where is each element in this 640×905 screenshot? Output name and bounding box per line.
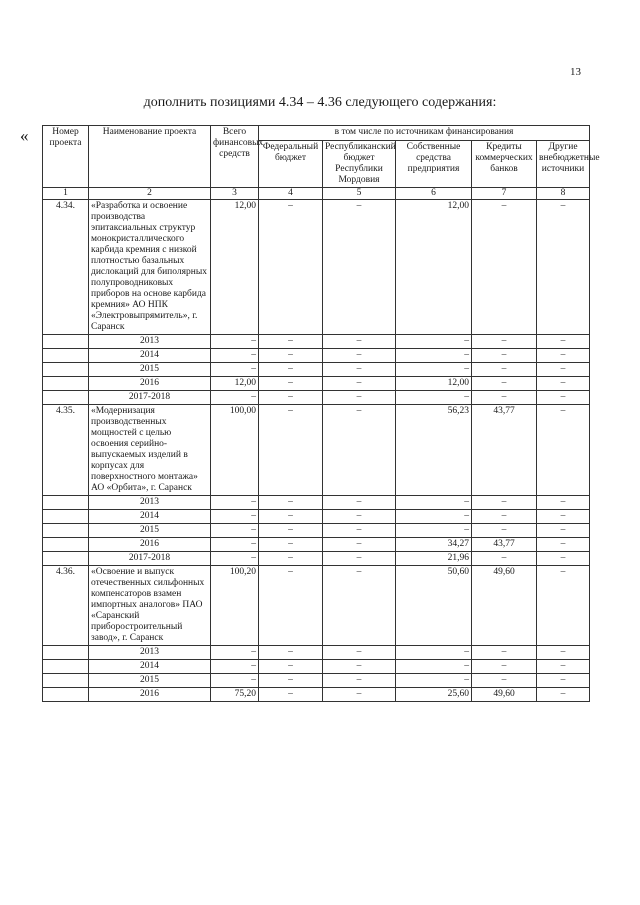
year-value: – [472,510,537,524]
column-number: 4 [259,188,323,200]
year-value: – [323,660,396,674]
year-value: – [396,349,472,363]
year-value: – [211,524,259,538]
blank-number-cell [43,552,89,566]
year-label: 2013 [89,496,211,510]
project-value: – [537,200,590,335]
table-row [43,646,590,660]
table-row [43,200,590,335]
year-value: – [211,363,259,377]
table-row [43,405,590,496]
year-value: – [537,510,590,524]
project-value: 100,20 [211,566,259,646]
table-row [43,660,590,674]
column-number: 8 [537,188,590,200]
year-value: 75,20 [211,688,259,702]
table-row [43,335,590,349]
blank-number-cell [43,363,89,377]
table-row [43,391,590,405]
year-value: – [396,363,472,377]
year-value: – [472,552,537,566]
year-value: – [537,688,590,702]
blank-number-cell [43,538,89,552]
financing-table [42,125,600,702]
year-label: 2015 [89,674,211,688]
year-value: – [323,646,396,660]
year-value: – [211,646,259,660]
table-row [43,688,590,702]
header-bank-credits: Кредиты коммерческих банков [472,141,537,188]
year-value: – [537,377,590,391]
project-value: 43,77 [472,405,537,496]
year-value: – [323,524,396,538]
year-label: 2014 [89,510,211,524]
year-value: – [259,335,323,349]
year-value: – [259,349,323,363]
project-value: – [323,405,396,496]
year-value: 43,77 [472,538,537,552]
year-label: 2015 [89,363,211,377]
table-row [43,349,590,363]
year-value: – [211,510,259,524]
blank-number-cell [43,524,89,538]
year-label: 2016 [89,538,211,552]
year-value: – [537,524,590,538]
year-value: – [396,391,472,405]
opening-quote-mark: « [20,126,29,145]
blank-number-cell [43,349,89,363]
table-row [43,552,590,566]
year-value: – [259,510,323,524]
blank-number-cell [43,335,89,349]
project-number: 4.36. [43,566,89,646]
blank-number-cell [43,646,89,660]
column-number: 5 [323,188,396,200]
year-value: – [259,674,323,688]
year-value: – [259,377,323,391]
blank-number-cell [43,496,89,510]
year-value: – [259,524,323,538]
table-row [43,674,590,688]
header-own-funds: Собственные средства предприятия [396,141,472,188]
table-body [43,200,590,702]
year-label: 2013 [89,335,211,349]
column-number: 6 [396,188,472,200]
year-value: – [323,496,396,510]
year-value: – [211,660,259,674]
header-republic-budget: Республиканский бюджет Республики Мордовия [323,141,396,188]
blank-number-cell [43,688,89,702]
project-name: «Разработка и освоение производства эпитаксиальных структур монокристаллического карбида кремния с низкой плотностью базальных дислокаций для биполярных полупроводниковых приборов на основе карбида кремния» АО НПК «Электровыпрямитель», г. Саранск [89,200,211,335]
project-value: 100,00 [211,405,259,496]
year-value: – [259,646,323,660]
table-row [43,510,590,524]
column-number-row [43,188,590,200]
table-row [43,363,590,377]
year-value: – [323,674,396,688]
year-value: – [396,335,472,349]
year-value: – [396,510,472,524]
year-value: – [537,552,590,566]
year-value: – [537,646,590,660]
column-number: 3 [211,188,259,200]
year-value: – [537,496,590,510]
year-value: – [472,391,537,405]
year-value: – [472,363,537,377]
year-value: – [323,538,396,552]
year-label: 2017-2018 [89,391,211,405]
header-other-sources: Другие внебюджетные источники [537,141,590,188]
blank-number-cell [43,391,89,405]
year-value: – [323,377,396,391]
year-value: – [211,552,259,566]
year-value: – [211,674,259,688]
project-value: – [259,566,323,646]
year-value: – [472,349,537,363]
year-value: – [396,674,472,688]
table-row [43,566,590,646]
year-value: – [472,496,537,510]
blank-number-cell [43,510,89,524]
year-value: – [537,538,590,552]
year-value: – [537,660,590,674]
column-number: 1 [43,188,89,200]
project-value: – [537,405,590,496]
project-value: – [323,566,396,646]
year-label: 2013 [89,646,211,660]
year-value: – [396,660,472,674]
year-value: – [323,349,396,363]
header-project-number: Номер проекта [43,126,89,188]
year-value: – [259,496,323,510]
project-value: – [537,566,590,646]
year-value: 49,60 [472,688,537,702]
year-value: – [396,646,472,660]
table-row [43,496,590,510]
year-value: – [259,538,323,552]
year-value: – [472,674,537,688]
year-value: – [211,391,259,405]
header-total-funds: Всего финансовых средств [211,126,259,188]
table-row [43,377,590,391]
project-number: 4.35. [43,405,89,496]
project-value: – [472,200,537,335]
year-value: 12,00 [211,377,259,391]
project-value: 49,60 [472,566,537,646]
year-value: – [259,688,323,702]
year-value: – [537,363,590,377]
year-value: – [323,363,396,377]
year-value: – [472,660,537,674]
project-value: 12,00 [396,200,472,335]
year-value: – [259,552,323,566]
project-value: 50,60 [396,566,472,646]
year-value: 34,27 [396,538,472,552]
project-value: 12,00 [211,200,259,335]
year-label: 2014 [89,660,211,674]
year-value: – [472,377,537,391]
header-funding-sources: в том числе по источникам финансирования [259,126,590,141]
project-name: «Модернизация производственных мощностей с целью освоения серийно-выпускаемых изделий в корпусах для поверхностного монтажа» АО «Орбита», г. Саранск [89,405,211,496]
page-number: 13 [570,66,581,78]
year-value: 25,60 [396,688,472,702]
year-value: – [472,646,537,660]
project-value: – [323,200,396,335]
header-project-name: Наименование проекта [89,126,211,188]
year-label: 2014 [89,349,211,363]
project-value: 56,23 [396,405,472,496]
year-value: – [259,391,323,405]
year-value: – [472,524,537,538]
header-federal-budget: Федеральный бюджет [259,141,323,188]
project-value: – [259,200,323,335]
table-row [43,538,590,552]
year-value: – [211,349,259,363]
section-heading: дополнить позициями 4.34 – 4.36 следующего содержания: [143,95,497,110]
year-value: – [323,391,396,405]
year-label: 2015 [89,524,211,538]
year-value: – [211,538,259,552]
year-value: – [537,349,590,363]
year-value: – [323,688,396,702]
year-label: 2016 [89,688,211,702]
year-label: 2016 [89,377,211,391]
year-value: – [323,335,396,349]
year-value: – [323,552,396,566]
table-row [43,524,590,538]
year-value: – [259,660,323,674]
year-value: – [211,335,259,349]
year-value: – [211,496,259,510]
year-value: – [537,674,590,688]
blank-number-cell [43,674,89,688]
year-value: – [323,510,396,524]
year-value: – [537,335,590,349]
year-label: 2017-2018 [89,552,211,566]
year-value: – [472,335,537,349]
blank-number-cell [43,377,89,391]
year-value: – [259,363,323,377]
year-value: – [396,496,472,510]
project-name: «Освоение и выпуск отечественных сильфонных компенсаторов взамен импортных аналогов» ПАО «Саранский приборостроительный завод», г. Саранск [89,566,211,646]
year-value: – [396,524,472,538]
year-value: 12,00 [396,377,472,391]
project-number: 4.34. [43,200,89,335]
blank-number-cell [43,660,89,674]
year-value: 21,96 [396,552,472,566]
column-number: 2 [89,188,211,200]
year-value: – [537,391,590,405]
project-value: – [259,405,323,496]
column-number: 7 [472,188,537,200]
